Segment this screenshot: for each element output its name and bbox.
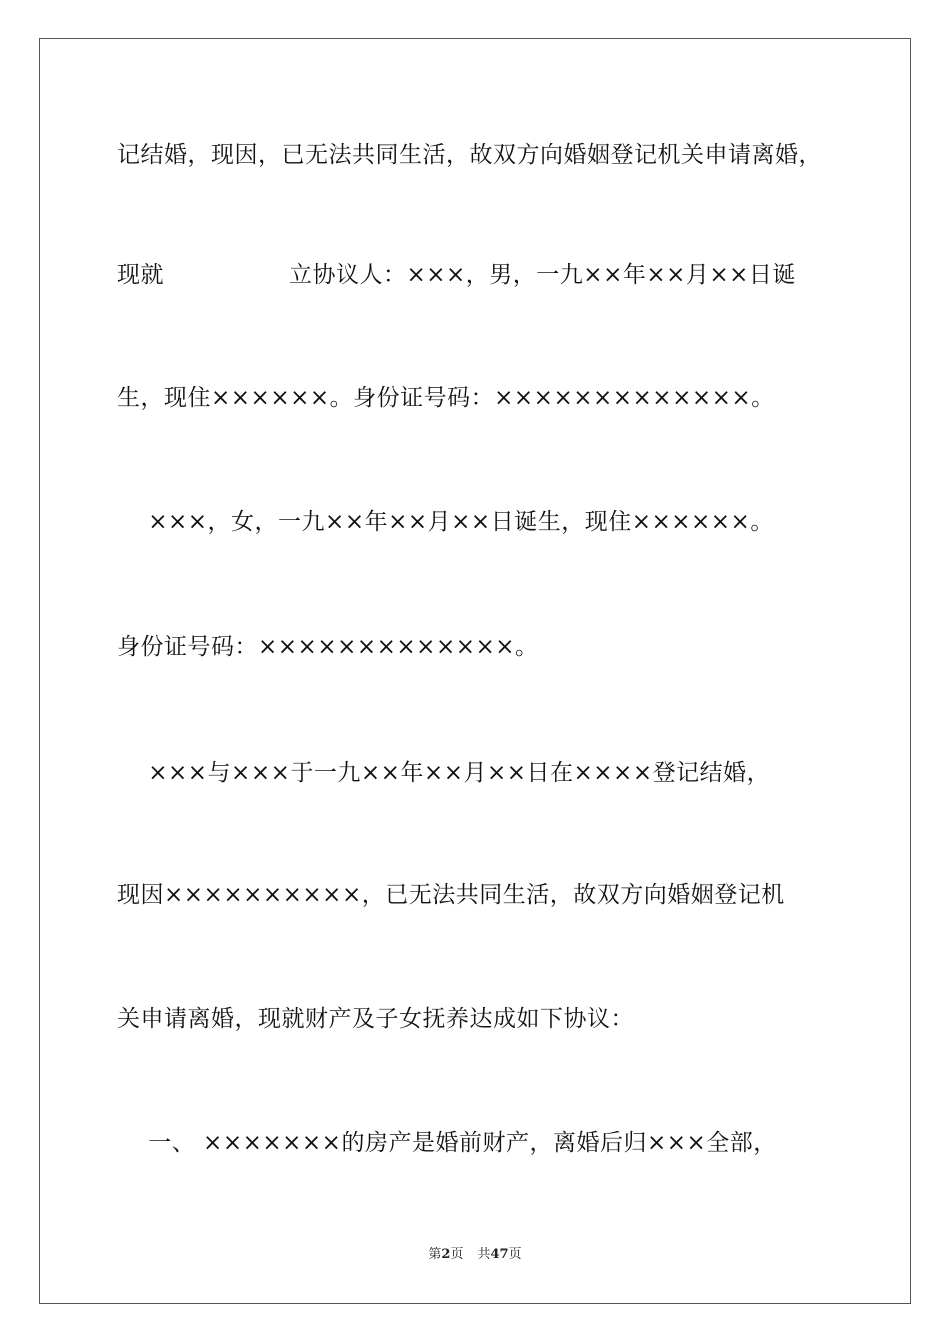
footer-total-number: 47 [490, 1247, 509, 1262]
body-text-line-7: 现因××××××××××，已无法共同生活，故双方向婚姻登记机 [117, 882, 785, 908]
body-text-line-2: 现就 立协议人：×××，男，一九××年××月××日诞 [117, 262, 796, 288]
footer-page-prefix: 第 [428, 1247, 442, 1262]
footer-total-suffix: 页 [508, 1247, 522, 1262]
body-text-line-5: 身份证号码：×××××××××××××。 [117, 634, 539, 660]
page-border [39, 38, 911, 1304]
body-text-line-9: 一、 ×××××××的房产是婚前财产，离婚后归×××全部， [117, 1130, 777, 1156]
body-text-line-6: ×××与×××于一九××年××月××日在××××登记结婚， [117, 760, 771, 786]
body-text-line-1: 记结婚，现因，已无法共同生活，故双方向婚姻登记机关申请离婚， [117, 142, 822, 168]
footer-page-number: 2 [441, 1247, 451, 1262]
body-text-line-8: 关申请离婚，现就财产及子女抚养达成如下协议： [117, 1006, 634, 1032]
footer-total-prefix: 共 [477, 1247, 491, 1262]
body-text-line-4: ×××，女，一九××年××月××日诞生，现住××××××。 [117, 509, 774, 535]
page-footer [0, 1246, 950, 1264]
body-text-line-3: 生，现住××××××。身份证号码：×××××××××××××。 [117, 385, 775, 411]
footer-page-suffix: 页 [450, 1247, 464, 1262]
